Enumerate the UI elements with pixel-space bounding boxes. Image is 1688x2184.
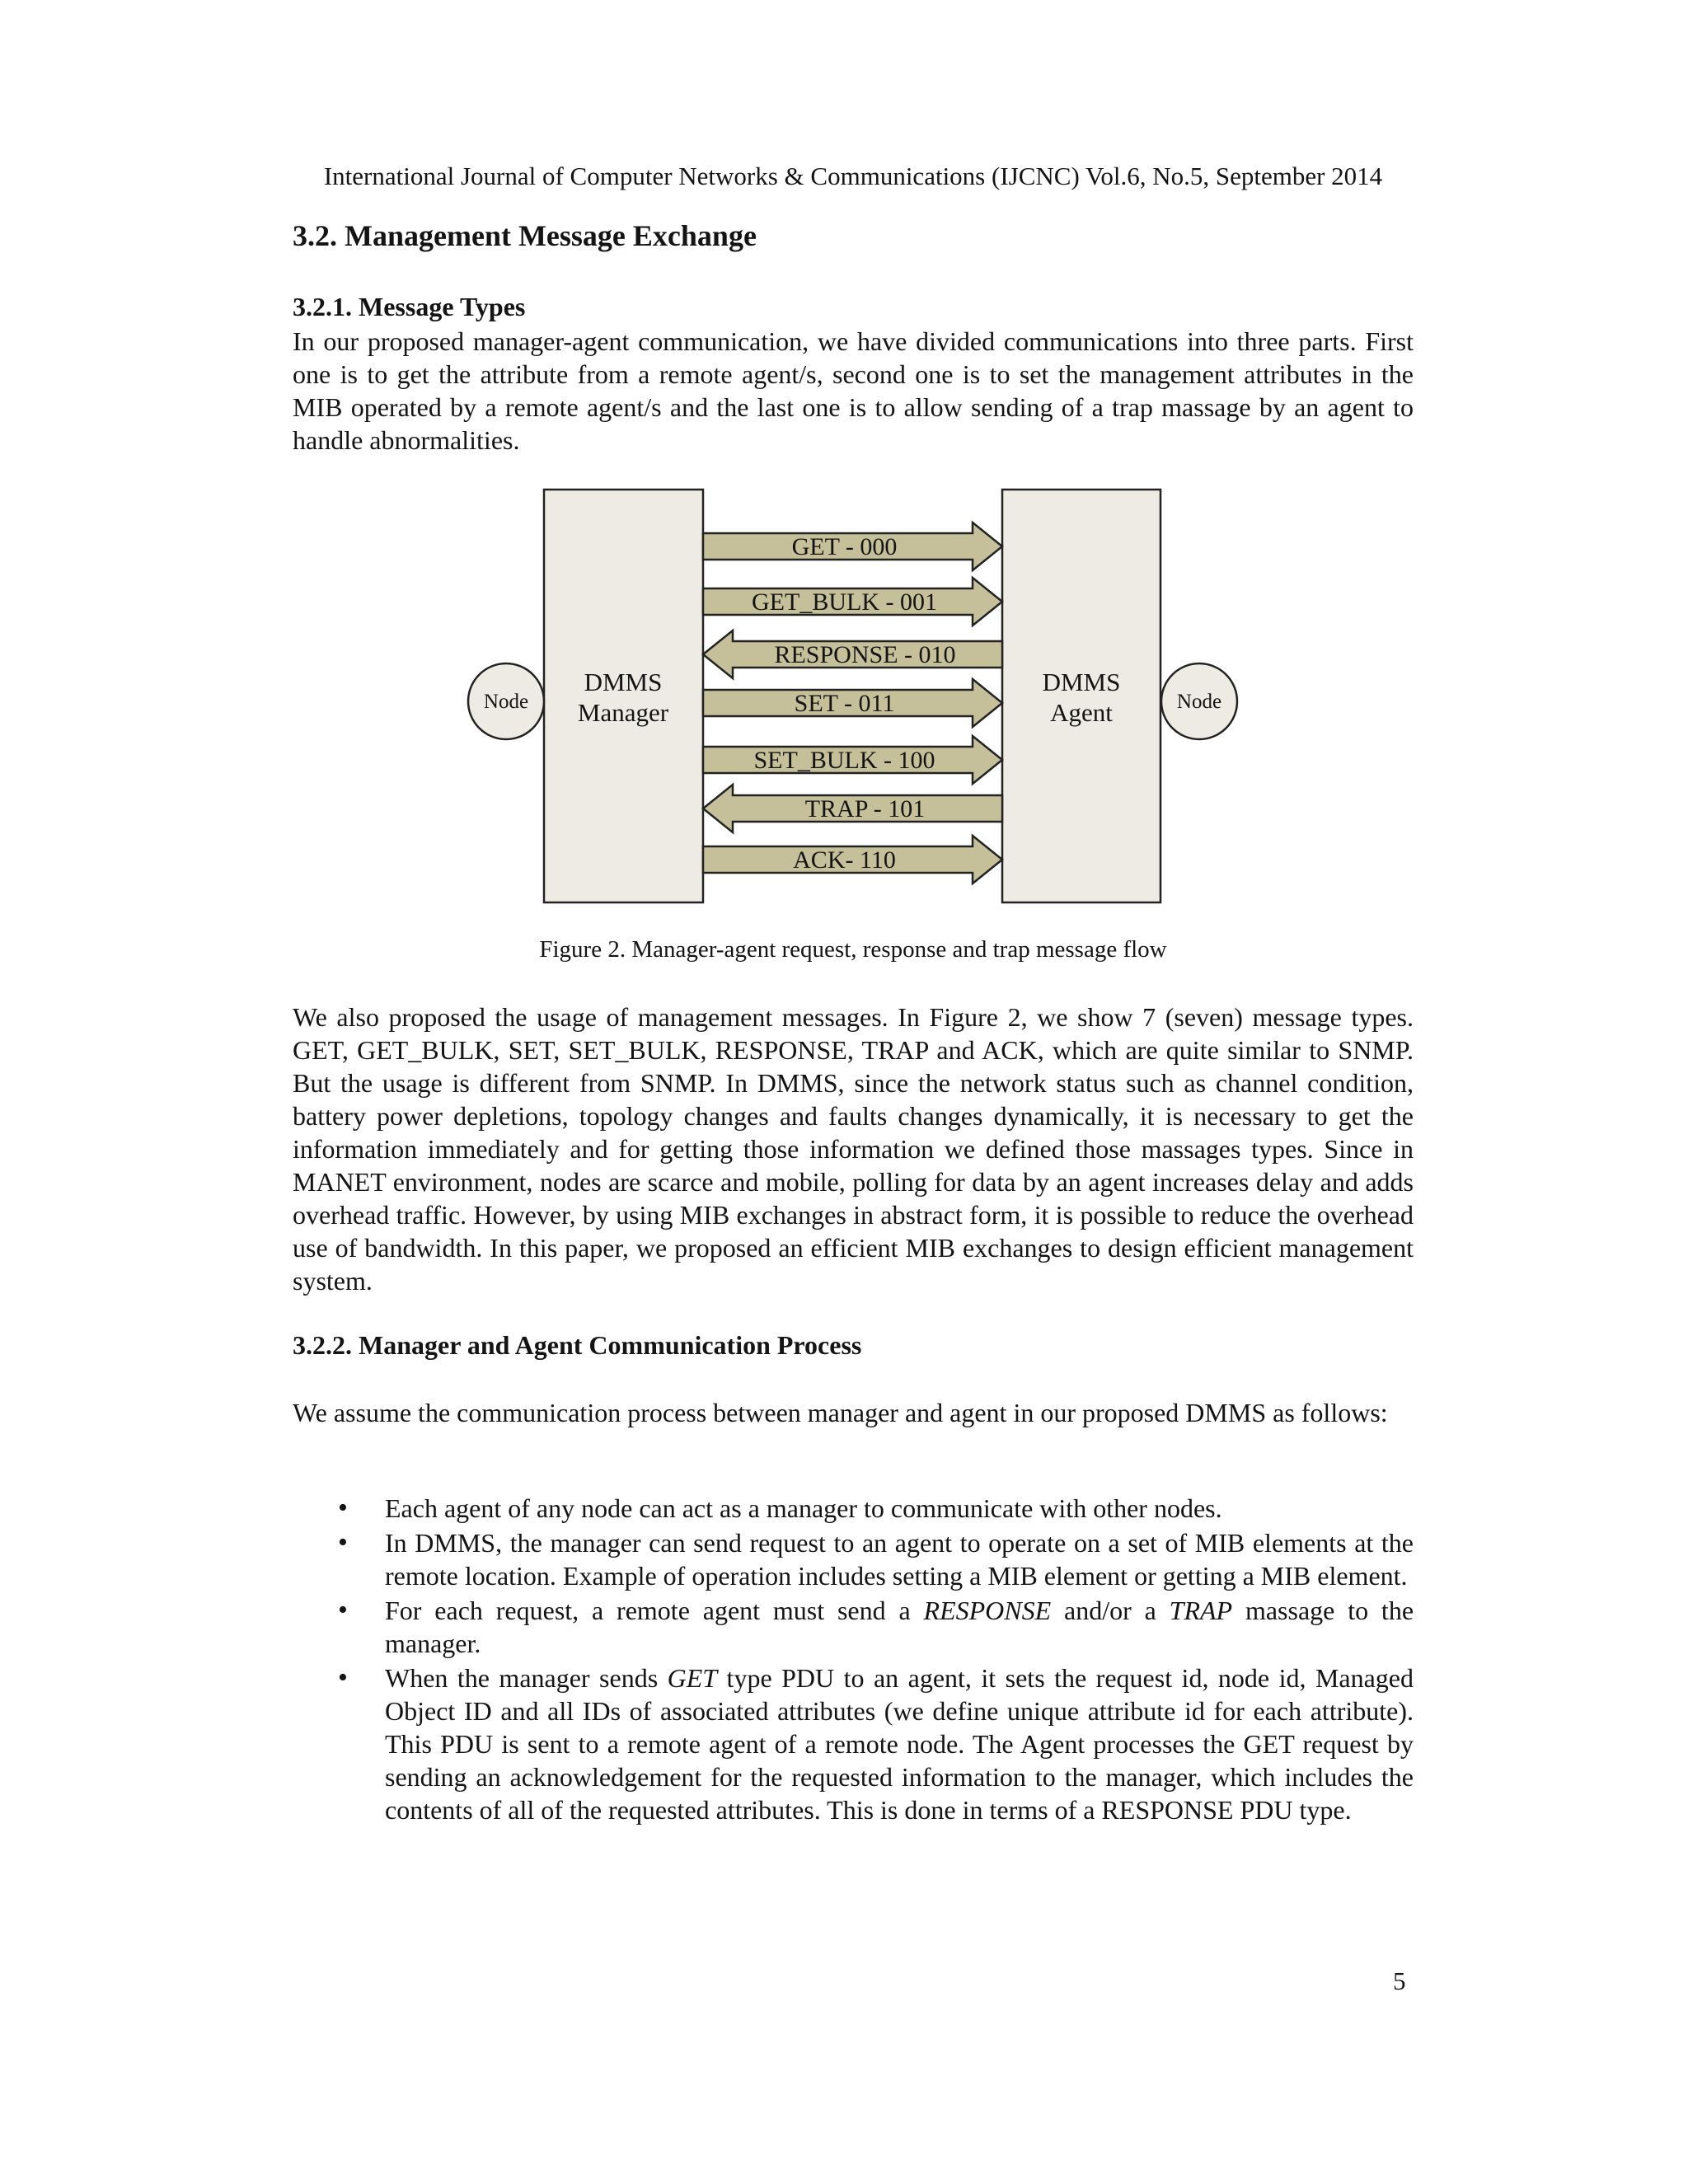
running-header: International Journal of Computer Networks & Communications (IJCNC) Vol.6, No.5, September 2014	[323, 162, 1383, 190]
list-item: • In DMMS, the manager can send request to an agent to operate on a set of MIB elements at the remote location. Example of operation includes setting a MIB element or getting a MIB element.	[293, 1526, 1414, 1592]
message-label: RESPONSE - 010	[774, 641, 956, 668]
manager-label-line1: DMMS	[584, 668, 663, 696]
agent-label-line1: DMMS	[1042, 668, 1121, 696]
manager-label-line2: Manager	[577, 698, 669, 727]
paragraph-message-types: In our proposed manager-agent communication, we have divided communications into three parts. First one is to get the attribute from a remote agent/s, second one is to set the management attributes in the MIB operated by a remote agent/s and the last one is to allow sending of a trap massage by an agent to handle abnormalities.	[293, 326, 1414, 455]
right-node-label: Node	[1176, 691, 1222, 713]
page-number: 5	[1393, 1966, 1406, 1995]
list-item: • Each agent of any node can act as a manager to communicate with other nodes.	[293, 1492, 1414, 1525]
message-label: TRAP - 101	[804, 795, 926, 823]
communication-process-list	[293, 1492, 1414, 1828]
message-label: SET - 011	[794, 690, 895, 717]
agent-label-line2: Agent	[1050, 698, 1113, 727]
message-label: GET_BULK - 001	[752, 588, 937, 616]
figure-caption: Figure 2. Manager-agent request, response and trap message flow	[539, 936, 1167, 963]
message-label: ACK- 110	[793, 846, 896, 874]
subsection-title-message-types: 3.2.1. Message Types	[293, 292, 526, 321]
list-item: • For each request, a remote agent must send a RESPONSE and/or a TRAP massage to the manager.	[293, 1594, 1414, 1660]
left-node-label: Node	[483, 691, 529, 713]
subsection-title-communication-process: 3.2.2. Manager and Agent Communication Process	[293, 1330, 862, 1360]
message-label: SET_BULK - 100	[753, 747, 935, 774]
list-item: • When the manager sends GET type PDU to an agent, it sets the request id, node id, Managed Object ID and all IDs of associated attributes (we define unique attribute id for each attribute). This PDU is sent to a remote agent of a remote node. The Agent processes the GET request by sending an acknowledgement for the requested information to the manager, which includes the contents of all of the requested attributes. This is done in terms of a RESPONSE PDU type.	[293, 1661, 1414, 1826]
paragraph-communication-intro: We assume the communication process between manager and agent in our proposed DMMS as follows:	[293, 1398, 1388, 1427]
message-flow-diagram	[0, 0, 1688, 923]
paragraph-message-usage: We also proposed the usage of management messages. In Figure 2, we show 7 (seven) message types. GET, GET_BULK, SET, SET_BULK, RESPONSE, TRAP and ACK, which are quite similar to SNMP. But the usage is different from SNMP. In DMMS, since the network status such as channel condition, battery power depletions, topology changes and faults changes dynamically, it is necessary to get the information immediately and for getting those information we defined those massages types. Since in MANET environment, nodes are scarce and mobile, polling for data by an agent increases delay and adds overhead traffic. However, by using MIB exchanges in abstract form, it is possible to reduce the overhead use of bandwidth. In this paper, we proposed an efficient MIB exchanges to design efficient management system.	[293, 1002, 1414, 1296]
section-title: 3.2. Management Message Exchange	[293, 219, 757, 252]
message-label: GET - 000	[791, 533, 898, 560]
